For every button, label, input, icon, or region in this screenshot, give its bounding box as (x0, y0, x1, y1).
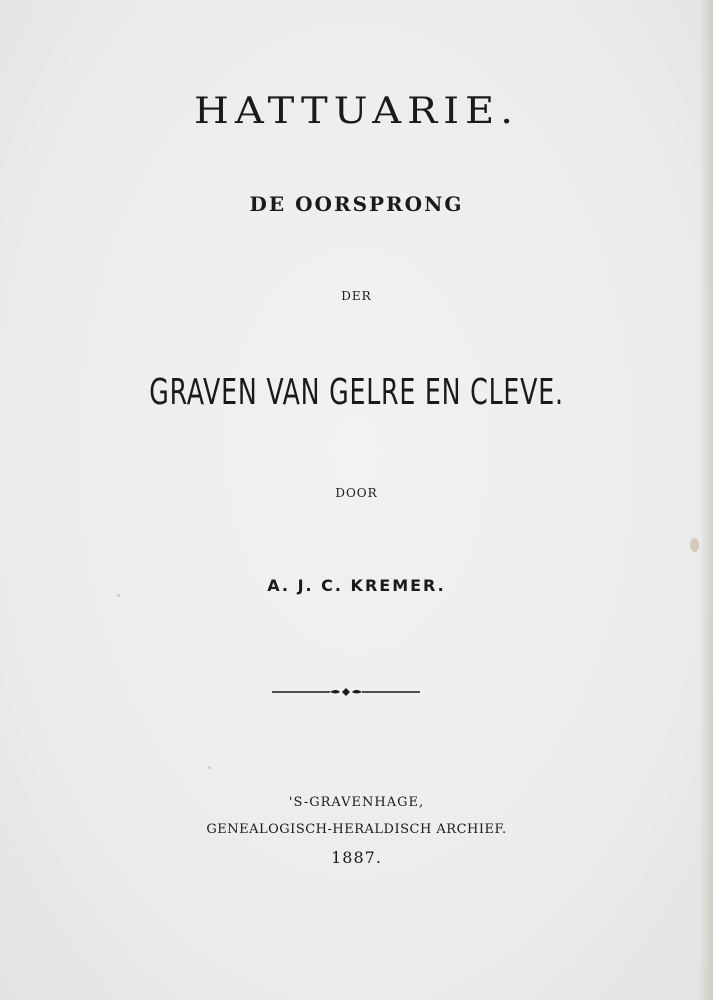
title-connector: DER (341, 289, 372, 303)
ornament-divider-icon (270, 683, 422, 699)
author-name: A. J. C. KREMER. (267, 576, 446, 595)
paper-speck (208, 766, 211, 769)
main-title: GRAVEN VAN GELRE EN CLEVE. (149, 372, 564, 413)
book-title: HATTUARIE. (194, 89, 519, 133)
by-label: DOOR (335, 486, 378, 500)
book-subtitle: DE OORSPRONG (249, 192, 464, 216)
paper-stain (690, 538, 699, 552)
publisher-name: GENEALOGISCH-HERALDISCH ARCHIEF. (206, 822, 507, 837)
publication-year: 1887. (331, 848, 382, 867)
publication-place: 'S-GRAVENHAGE, (288, 795, 425, 810)
